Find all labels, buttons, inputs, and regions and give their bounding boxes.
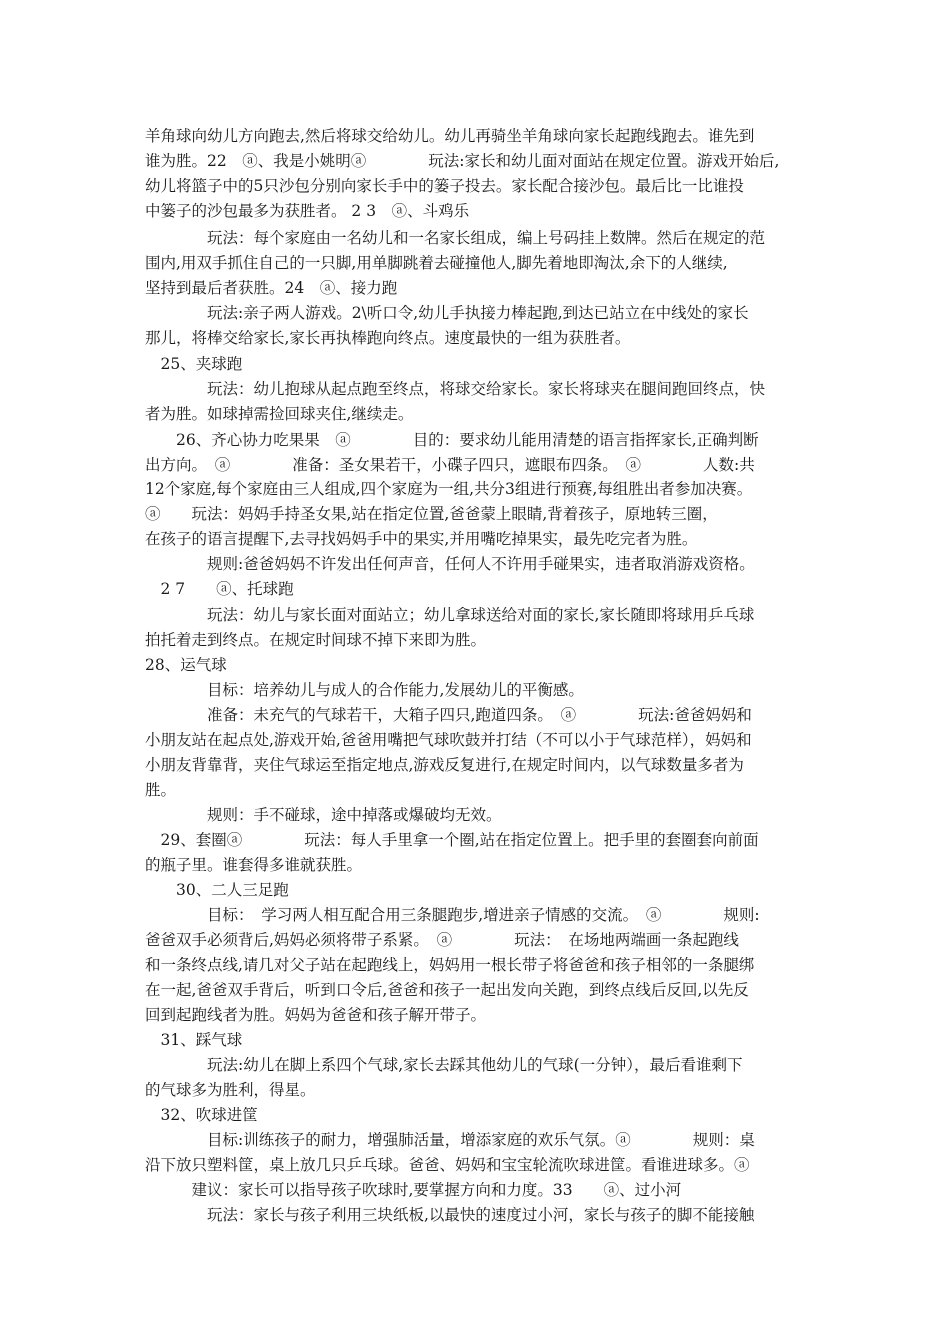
text-line: 小朋友背靠背，夹住气球运至指定地点,游戏反复进行,在规定时间内，以气球数量多者为 (145, 756, 744, 774)
text-line: 玩法:幼儿在脚上系四个气球,家长去踩其他幼儿的气球(一分钟），最后看谁剩下 (145, 1056, 743, 1074)
text-line: 规则：手不碰球，途中掉落或爆破均无效。 (145, 806, 502, 824)
text-line: 玩法:亲子两人游戏。2\听口令,幼儿手执接力棒起跑,到达已站立在中线处的家长 (145, 304, 749, 322)
text-line: 目标： 学习两人相互配合用三条腿跑步,增进亲子情感的交流。 ⓐ 规则: (145, 906, 760, 924)
text-line: 中篓子的沙包最多为获胜者。 2 3 ⓐ、斗鸡乐 (145, 202, 470, 220)
text-line: 小朋友站在起点处,游戏开始,爸爸用嘴把气球吹鼓并打结（不可以小于气球范样），妈妈和 (145, 731, 752, 749)
text-line: 玩法：幼儿抱球从起点跑至终点，将球交给家长。家长将球夹在腿间跑回终点，快 (145, 380, 766, 398)
text-line: 围内,用双手抓住自己的一只脚,用单脚跳着去碰撞他人,脚先着地即淘汰,余下的人继续, (145, 254, 728, 272)
text-line: 目标:训练孩子的耐力，增强肺活量，增添家庭的欢乐气氛。ⓐ 规则：桌 (145, 1131, 755, 1149)
section-heading: 32、吹球进筐 (145, 1106, 258, 1124)
text-line: 的瓶子里。谁套得多谁就获胜。 (145, 856, 363, 874)
text-line: 谁为胜。22 ⓐ、我是小姚明ⓐ 玩法:家长和幼儿面对面站在规定位置。游戏开始后, (145, 152, 780, 170)
text-line: 12个家庭,每个家庭由三人组成,四个家庭为一组,共分3组进行预赛,每组胜出者参加决赛。 (145, 480, 753, 498)
text-line: 幼儿将篮子中的5只沙包分别向家长手中的篓子投去。家长配合接沙包。最后比一比谁投 (145, 177, 744, 195)
text-line: 玩法：每个家庭由一名幼儿和一名家长组成，编上号码挂上数牌。然后在规定的范 (145, 229, 766, 247)
text-line: 爸爸双手必须背后,妈妈必须将带子系紧。 ⓐ 玩法： 在场地两端画一条起跑线 (145, 931, 739, 949)
text-line: 的气球多为胜利，得星。 (145, 1081, 316, 1099)
text-line: 沿下放只塑料筐，桌上放几只乒乓球。爸爸、妈妈和宝宝轮流吹球进筐。看谁进球多。ⓐ (145, 1156, 750, 1174)
text-line: 胜。 (145, 781, 177, 799)
text-line: 拍托着走到终点。在规定时间球不掉下来即为胜。 (145, 631, 487, 649)
text-line: 建议：家长可以指导孩子吹球时,要掌握方向和力度。33 ⓐ、过小河 (145, 1181, 682, 1199)
section-heading: 26、齐心协力吃果果 ⓐ 目的：要求幼儿能用清楚的语言指挥家长,正确判断 (145, 431, 759, 449)
section-heading: 30、二人三足跑 (145, 881, 289, 899)
text-line: ⓐ 玩法：妈妈手持圣女果,站在指定位置,爸爸蒙上眼睛,背着孩子，原地转三圈， (145, 505, 718, 523)
text-line: 出方向。 ⓐ 准备：圣女果若干，小碟子四只，遮眼布四条。 ⓐ 人数:共 (145, 456, 755, 474)
text-line: 那儿，将棒交给家长,家长再执棒跑向终点。速度最快的一组为获胜者。 (145, 329, 631, 347)
text-line: 回到起跑线者为胜。妈妈为爸爸和孩子解开带子。 (145, 1006, 487, 1024)
section-heading: 2 7 ⓐ、托球跑 (145, 580, 294, 598)
section-heading: 29、套圈ⓐ 玩法：每人手里拿一个圈,站在指定位置上。把手里的套圈套向前面 (145, 831, 759, 849)
text-line: 羊角球向幼儿方向跑去,然后将球交给幼儿。幼儿再骑坐羊角球向家长起跑线跑去。谁先到 (145, 127, 755, 145)
text-line: 在孩子的语言提醒下,去寻找妈妈手中的果实,并用嘴吃掉果实，最先吃完者为胜。 (145, 530, 698, 548)
text-line: 者为胜。如球掉需捡回球夹住,继续走。 (145, 405, 414, 423)
text-line: 玩法：幼儿与家长面对面站立；幼儿拿球送给对面的家长,家长随即将球用乒乓球 (145, 606, 755, 624)
text-line: 和一条终点线,请几对父子站在起跑线上，妈妈用一根长带子将爸爸和孩子相邻的一条腿绑 (145, 956, 755, 974)
text-line: 目标：培养幼儿与成人的合作能力,发展幼儿的平衡感。 (145, 681, 584, 699)
text-line: 规则:爸爸妈妈不许发出任何声音，任何人不许用手碰果实，违者取消游戏资格。 (145, 555, 755, 573)
section-heading: 25、夹球跑 (145, 355, 243, 373)
text-line: 在一起,爸爸双手背后，听到口令后,爸爸和孩子一起出发向关跑，到终点线后反回,以先反 (145, 981, 749, 999)
text-line: 坚持到最后者获胜。24 ⓐ、接力跑 (145, 279, 398, 297)
text-line: 准备：未充气的气球若干，大箱子四只,跑道四条。 ⓐ 玩法:爸爸妈妈和 (145, 706, 752, 724)
section-heading: 28、运气球 (145, 656, 227, 674)
section-heading: 31、踩气球 (145, 1031, 243, 1049)
text-line: 玩法：家长与孩子利用三块纸板,以最快的速度过小河，家长与孩子的脚不能接触 (145, 1206, 755, 1224)
